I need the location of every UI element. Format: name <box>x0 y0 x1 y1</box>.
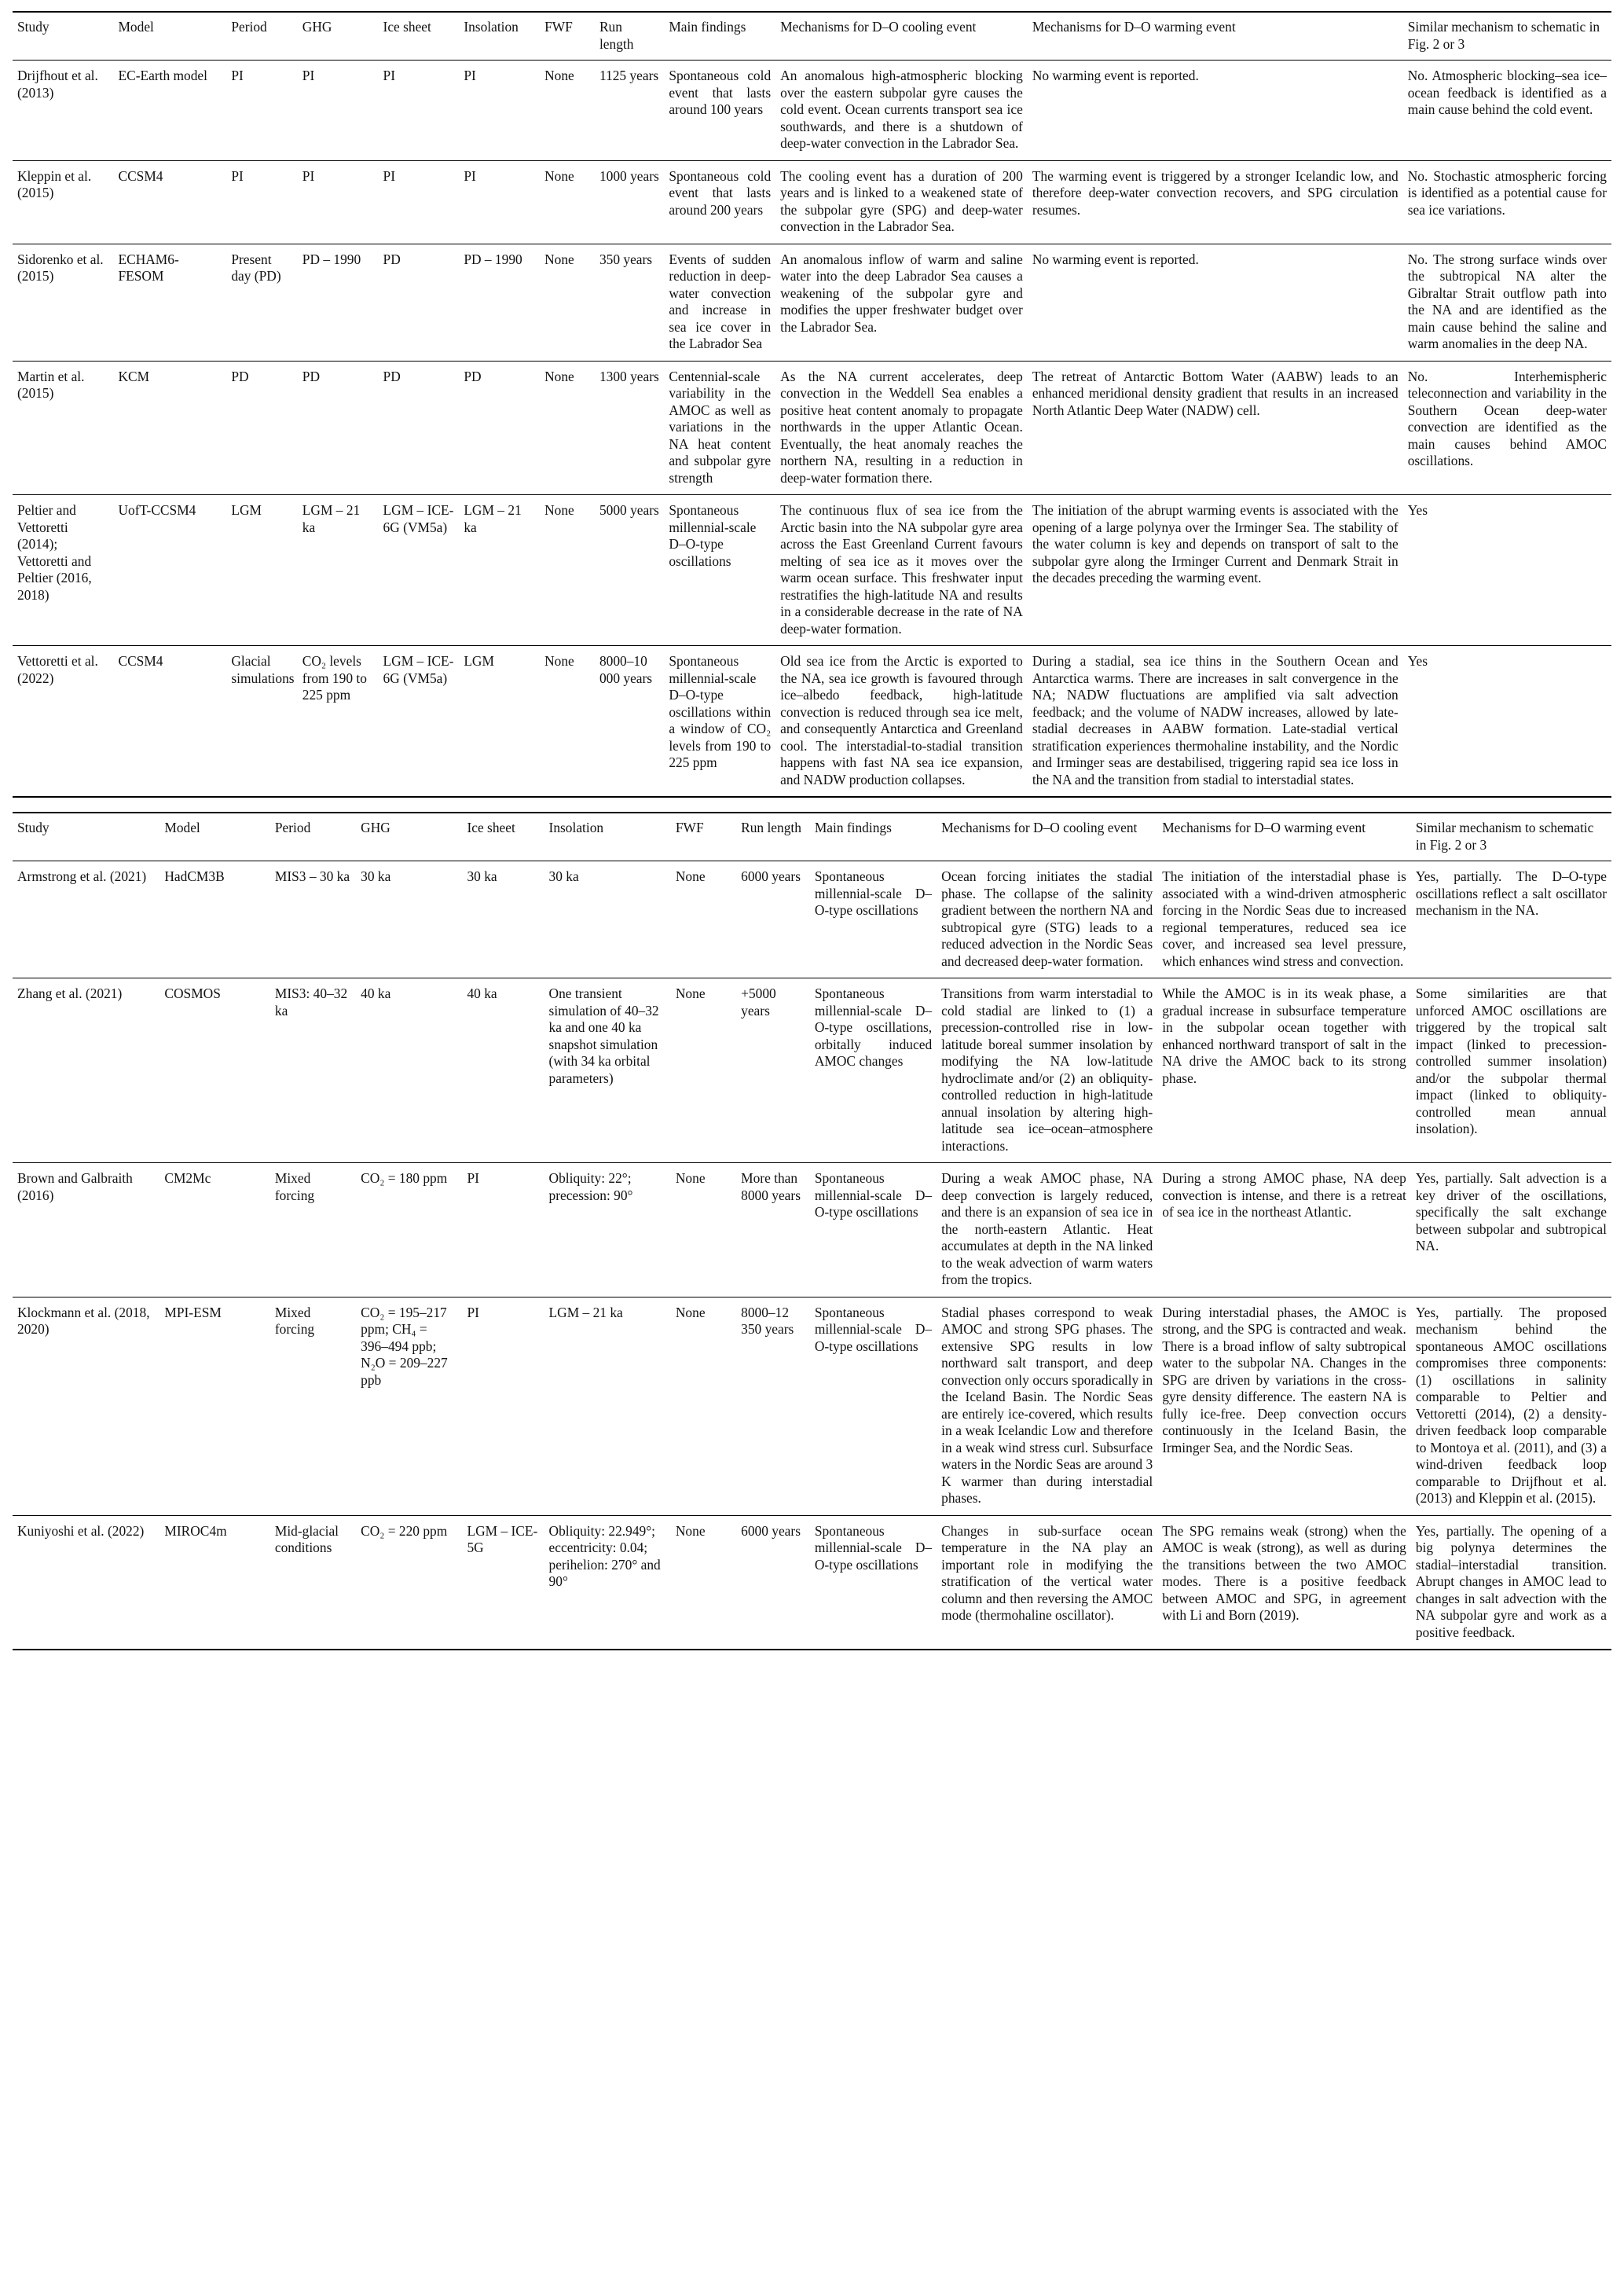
table-cell: PI <box>302 167 315 184</box>
table-cell: 350 years <box>599 251 653 267</box>
table-cell: PI <box>383 68 396 83</box>
table-cell: UofT-CCSM4 <box>118 502 196 518</box>
table-cell: None <box>675 1304 706 1320</box>
column-header: Mechanisms for D–O cooling event <box>780 19 977 35</box>
table-cell: One transient simulation of 40–32 ka and one 40 ka snapshot simulation (with 34 ka orbital parameters) <box>548 986 659 1086</box>
table-cell: 1000 years <box>599 167 659 184</box>
table-cell: Spontaneous millennial-scale D–O-type oscillations within a window of CO₂ levels from 190 to 225 ppm <box>669 653 772 770</box>
column-header: Insolation <box>548 820 604 835</box>
column-header: Ice sheet <box>383 19 431 35</box>
table-cell: None <box>544 251 574 267</box>
table-header <box>13 12 1611 61</box>
table-cell: PD <box>302 368 321 384</box>
table-cell: 1125 years <box>599 68 659 83</box>
table-cell: 8000–12 350 years <box>741 1304 794 1337</box>
table-cell: Glacial simulations <box>231 653 295 686</box>
column-header: GHG <box>302 19 332 35</box>
table-cell: Spontaneous millennial-scale D–O-type oscillations <box>814 1522 933 1573</box>
table-cell: LGM – ICE-6G (VM5a) <box>383 653 454 686</box>
table-cell: Old sea ice from the Arctic is exported to the NA, sea ice growth is favoured through ice–albedo feedback, high-latitude convection is reduced through sea ice melt, and consequently Antarctica and Greenland cool. The interstadial-to-stadial transition happens with fast NA sea ice expansion, and NADW production collapses. <box>780 653 1023 787</box>
table-cell: CO₂ levels from 190 to 225 ppm <box>302 653 367 703</box>
column-header: Insolation <box>464 19 519 35</box>
table-cell: Spontaneous cold event that lasts around 200 years <box>669 167 772 218</box>
table-cell: The continuous flux of sea ice from the Arctic basin into the NA subpolar gyre area across the East Greenland Current favours melting of sea ice as it moves over the warm ocean surface. This freshwater input restratifies the high-latitude NA and results in a considerable decrease in the rate of NA deep-water formation. <box>780 502 1023 637</box>
table-cell: Sidorenko et al. (2015) <box>17 251 104 284</box>
table-cell: Stadial phases correspond to weak AMOC and strong SPG phases. The extensive SPG results in low northward salt transport, and deep convection only occurs sporadically in the Iceland Basin. The Nordic Seas are entirely ice-covered, which results in a weak Icelandic Low and therefore in a weak wind stress curl. Subsurface waters in the Nordic Seas are around 3 K warmer than during interstadial phases. <box>941 1304 1153 1506</box>
table-cell: Centennial-scale variability in the AMOC as well as variations in the NA heat content and subpolar gyre strength <box>669 368 772 486</box>
column-header: Main findings <box>814 820 892 835</box>
table-cell: None <box>675 1170 706 1186</box>
table-cell: Mixed forcing <box>274 1170 315 1203</box>
table-row <box>13 1163 1611 1297</box>
table-cell: LGM – 21 ka <box>548 1304 623 1320</box>
table-cell: EC-Earth model <box>118 68 207 83</box>
table-cell: 30 ka <box>361 868 391 884</box>
table-cell: CCSM4 <box>118 167 163 184</box>
table-cell: CM2Mc <box>164 1170 211 1186</box>
table-part-2 <box>13 812 1611 1650</box>
table-cell: LGM – 21 ka <box>302 502 361 535</box>
table-cell: An anomalous high-atmospheric blocking over the eastern subpolar gyre causes the cold event. Ocean currents transport sea ice southwards, and there is a shutdown of deep-water convection in the Labrador Sea. <box>780 68 1023 151</box>
table-cell: MIS3 – 30 ka <box>274 868 350 884</box>
table-cell: No warming event is reported. <box>1032 251 1199 267</box>
table-cell: CCSM4 <box>118 653 163 669</box>
column-header: Main findings <box>669 19 746 35</box>
table-cell: None <box>675 868 706 884</box>
table-cell: No warming event is reported. <box>1032 68 1199 83</box>
table-cell: Yes <box>1407 502 1428 518</box>
table-cell: 40 ka <box>467 986 497 1001</box>
table-cell: 30 ka <box>467 868 497 884</box>
table-cell: CO₂ = 195–217 ppm; CH₄ = 396–494 ppb; N₂O = 209–227 ppb <box>361 1304 448 1388</box>
table-cell: No. Stochastic atmospheric forcing is identified as a potential cause for sea ice variations. <box>1407 167 1607 218</box>
column-header: Ice sheet <box>467 820 515 835</box>
table-cell: LGM – ICE-6G (VM5a) <box>383 502 454 535</box>
table-cell: MIROC4m <box>164 1522 227 1539</box>
table-cell: While the AMOC is in its weak phase, a gradual increase in subsurface temperature in the subpolar ocean together with enhanced northward transport of salt in the NA drive the AMOC back to its strong phase. <box>1162 986 1406 1086</box>
table-cell: Vettoretti et al. (2022) <box>17 653 98 686</box>
column-header: FWF <box>675 820 704 835</box>
table-cell: Mid-glacial conditions <box>274 1522 339 1555</box>
table-cell: None <box>544 68 574 83</box>
column-header: Study <box>17 820 49 835</box>
table-cell: The warming event is triggered by a stronger Icelandic low, and therefore deep-water convection recovers, and SPG circulation resumes. <box>1032 167 1399 218</box>
table-cell: PD <box>383 368 401 384</box>
table-cell: Kleppin et al. (2015) <box>17 167 92 200</box>
column-header: Run length <box>599 19 634 52</box>
table-cell: LGM <box>231 502 262 518</box>
column-header: FWF <box>544 19 573 35</box>
table-cell: During a stadial, sea ice thins in the Southern Ocean and Antarctica warms. There are increases in salt convergence in the NA; NADW fluctuations are amplified via salt advection feedback; and the volume of NADW increases, allowed by late-stadial decreases in AABW formation. Late-stadial vertical stratification experiences thermohaline instability, and the Nordic and Irminger seas are destabilised, triggering rapid sea ice loss in the NA and the transition from stadial to interstadial states. <box>1032 653 1399 787</box>
table-cell: MPI-ESM <box>164 1304 222 1320</box>
page <box>13 0 1611 1650</box>
table-cell: PD <box>464 368 482 384</box>
table-cell: KCM <box>118 368 150 384</box>
table-cell: PI <box>467 1170 479 1186</box>
table-cell: No. The strong surface winds over the subtropical NA alter the Gibraltar Strait outflow path into the NA and are identified as the main cause behind the saline and warm anomalies in the deep NA. <box>1407 251 1607 351</box>
table-cell: None <box>675 1522 706 1539</box>
table-cell: 8000–10 000 years <box>599 653 653 686</box>
table-cell: Yes, partially. Salt advection is a key driver of the oscillations, specifically the salt exchange between subpolar and subtropical NA. <box>1415 1170 1607 1253</box>
table-cell: 6000 years <box>741 868 801 884</box>
column-header: Mechanisms for D–O cooling event <box>941 820 1138 835</box>
table-cell: None <box>544 167 574 184</box>
table-cell: Obliquity: 22°; precession: 90° <box>548 1170 633 1203</box>
table-cell: 40 ka <box>361 986 391 1001</box>
table-cell: Mixed forcing <box>274 1304 315 1337</box>
table-cell: During interstadial phases, the AMOC is strong, and the SPG is contracted and weak. There is a broad inflow of salty subtropical water to the subpolar NA. Changes in the SPG are driven by variations in the cross-gyre density difference. The eastern NA is fully ice-free. Deep convection occurs continuously in the Iceland Basin, the Irminger Sea, and the Nordic Seas. <box>1162 1304 1406 1455</box>
table-cell: PI <box>464 167 476 184</box>
table-cell: Spontaneous millennial-scale D–O-type oscillations <box>814 1304 933 1354</box>
table-cell: The SPG remains weak (strong) when the AMOC is weak (strong), as well as during the transitions between the two AMOC modes. There is a positive feedback between AMOC and SPG, in agreement with Li and Born (2019). <box>1162 1522 1406 1623</box>
table-cell: Events of sudden reduction in deep-water convection and increase in sea ice cover in the Labrador Sea <box>669 251 772 351</box>
table-cell: The initiation of the interstadial phase is associated with a wind-driven atmospheric forcing in the Nordic Seas due to increased regional temperatures, reduced sea ice cover, and increased sea level pressure, which enhances wind stress and convection. <box>1162 868 1406 969</box>
table-cell: PD – 1990 <box>464 251 522 267</box>
table-cell: None <box>544 368 574 384</box>
table-header <box>13 813 1611 861</box>
table-cell: The retreat of Antarctic Bottom Water (AABW) leads to an enhanced meridional density gradient that results in an increased North Atlantic Deep Water (NADW) cell. <box>1032 368 1399 418</box>
table-row <box>13 244 1611 361</box>
table-cell: Some similarities are that unforced AMOC oscillations are triggered by the tropical salt impact (linked to precession-controlled summer insolation) and/or the subpolar thermal impact (linked to obliquity-controlled mean annual insolation). <box>1415 986 1607 1136</box>
table-row <box>13 61 1611 161</box>
table-cell: No. Interhemispheric teleconnection and variability in the Southern Ocean deep-water convection are identified as the main causes behind AMOC oscillations. <box>1407 368 1607 468</box>
table-cell: Spontaneous millennial-scale D–O-type oscillations <box>814 1170 933 1220</box>
table-cell: Zhang et al. (2021) <box>17 986 123 1001</box>
table-cell: CO₂ = 180 ppm <box>361 1170 448 1186</box>
table-row <box>13 160 1611 244</box>
table-cell: Klockmann et al. (2018, 2020) <box>17 1304 150 1337</box>
table-cell: COSMOS <box>164 986 221 1001</box>
table-cell: 30 ka <box>548 868 579 884</box>
table-cell: PD – 1990 <box>302 251 361 267</box>
table-cell: CO₂ = 220 ppm <box>361 1522 448 1539</box>
table-cell: Yes, partially. The opening of a big polynya determines the stadial–interstadial transition. Abrupt changes in AMOC lead to changes in salt advection with the NA subpolar gyre and work as a positive feedback. <box>1415 1522 1607 1640</box>
table-cell: None <box>675 986 706 1001</box>
table-cell: Yes, partially. The proposed mechanism behind the spontaneous AMOC oscillations compromises three components: (1) oscillations in salinity comparable to Peltier and Vettoretti (2014), (2) a density-driven feedback loop comparable to Montoya et al. (2011), and (3) a wind-driven feedback loop comparable to Drijfhout et al. (2013) and Kleppin et al. (2015). <box>1415 1304 1607 1506</box>
table-cell: Changes in sub-surface ocean temperature in the NA play an important role in modifying the stratification of the vertical water column and then reversing the AMOC mode (thermohaline oscillator). <box>941 1522 1153 1623</box>
column-header: Mechanisms for D–O warming event <box>1032 19 1236 35</box>
table-cell: PI <box>231 167 244 184</box>
table-part-1 <box>13 11 1611 798</box>
column-header: Period <box>231 19 267 35</box>
table-cell: More than 8000 years <box>741 1170 801 1203</box>
table-row <box>13 646 1611 798</box>
table-cell: PI <box>464 68 476 83</box>
table-cell: +5000 years <box>741 986 776 1019</box>
table-cell: PI <box>383 167 396 184</box>
table-cell: LGM <box>464 653 494 669</box>
table-cell: No. Atmospheric blocking–sea ice–ocean feedback is identified as a main cause behind the cold event. <box>1407 68 1607 117</box>
table-cell: Yes <box>1407 653 1428 669</box>
table-row <box>13 1297 1611 1515</box>
table-row <box>13 861 1611 978</box>
table-cell: PD <box>383 251 401 267</box>
table-cell: HadCM3B <box>164 868 225 884</box>
column-header: Similar mechanism to schematic in Fig. 2 or 3 <box>1415 820 1594 853</box>
table-cell: 1300 years <box>599 368 659 384</box>
table-cell: During a strong AMOC phase, NA deep convection is intense, and there is a retreat of sea ice in the northeast Atlantic. <box>1162 1170 1406 1220</box>
table-cell: Drijfhout et al. (2013) <box>17 68 98 101</box>
table-cell: Brown and Galbraith (2016) <box>17 1170 133 1203</box>
table-cell: LGM – 21 ka <box>464 502 522 535</box>
column-header: GHG <box>361 820 390 835</box>
table-cell: PD <box>231 368 249 384</box>
table-cell: Yes, partially. The D–O-type oscillations reflect a salt oscillator mechanism in the NA. <box>1415 868 1607 918</box>
table-cell: PI <box>467 1304 479 1320</box>
table-cell: 5000 years <box>599 502 659 518</box>
column-header: Similar mechanism to schematic in Fig. 2 or 3 <box>1407 19 1600 52</box>
table-cell: LGM – ICE-5G <box>467 1522 538 1555</box>
table-cell: ECHAM6-FESOM <box>118 251 179 284</box>
table-cell: Ocean forcing initiates the stadial phase. The collapse of the salinity gradient between the northern NA and subtropical gyre (STG) leads to a reduced advection in the Nordic Seas and decreased deep-water formation. <box>941 868 1153 969</box>
table-cell: Transitions from warm interstadial to cold stadial are linked to (1) a precession-controlled rise in low-latitude boreal summer insolation by modifying the NA low-latitude hydroclimate and/or (2) an obliquity-controlled reduction in high-latitude annual insolation by altering high-latitude sea ice–ocean–atmosphere interactions. <box>941 986 1153 1154</box>
table-cell: None <box>544 502 574 518</box>
table-row <box>13 1515 1611 1650</box>
table-cell: Spontaneous millennial-scale D–O-type oscillations <box>669 502 757 569</box>
column-header: Model <box>164 820 200 835</box>
table-cell: Spontaneous millennial-scale D–O-type oscillations <box>814 868 933 918</box>
table-row <box>13 361 1611 495</box>
table-cell: Spontaneous cold event that lasts around 100 years <box>669 68 772 117</box>
table-row <box>13 978 1611 1163</box>
table-cell: Peltier and Vettoretti (2014); Vettoretti and Peltier (2016, 2018) <box>17 502 92 603</box>
table-cell: Obliquity: 22.949°; eccentricity: 0.04; perihelion: 270° and 90° <box>548 1522 661 1589</box>
table-cell: As the NA current accelerates, deep convection in the Weddell Sea enables a positive heat content anomaly to propagate northwards in the upper Atlantic Ocean. Eventually, the heat anomaly reaches the northern NA, resulting in a reduction in deep-water formation there. <box>780 368 1023 486</box>
column-header: Mechanisms for D–O warming event <box>1162 820 1366 835</box>
table-row <box>13 495 1611 646</box>
column-header: Model <box>118 19 154 35</box>
table-cell: Kuniyoshi et al. (2022) <box>17 1522 145 1539</box>
table-cell: Present day (PD) <box>231 251 281 284</box>
column-header: Study <box>17 19 49 35</box>
table-cell: PI <box>302 68 315 83</box>
table-cell: Martin et al. (2015) <box>17 368 85 401</box>
table-cell: PI <box>231 68 244 83</box>
column-header: Period <box>274 820 311 835</box>
column-header: Run length <box>741 820 801 835</box>
table-cell: During a weak AMOC phase, NA deep convection is largely reduced, and there is an expansion of sea ice in the north-eastern Atlantic. Heat accumulates at depth in the NA linked to the weak advection of warm waters from the tropics. <box>941 1170 1153 1287</box>
table-cell: MIS3: 40–32 ka <box>274 986 348 1019</box>
table-cell: Armstrong et al. (2021) <box>17 868 147 884</box>
table-cell: The initiation of the abrupt warming events is associated with the opening of a large polynya over the Irminger Sea. The stability of the water column is key and depends on transport of salt to the subpolar gyre along the Irminger Current and Denmark Strait in the decades preceding the warming event. <box>1032 502 1399 585</box>
table-cell: Spontaneous millennial-scale D–O-type oscillations, orbitally induced AMOC changes <box>814 986 933 1069</box>
table-cell: The cooling event has a duration of 200 years and is linked to a weakened state of the subpolar gyre (SPG) and deep-water convection in the Labrador Sea. <box>780 167 1023 234</box>
table-cell: An anomalous inflow of warm and saline water into the deep Labrador Sea causes a weakening of the subpolar gyre and modifies the upper freshwater budget over the Labrador Sea. <box>780 251 1023 335</box>
table-cell: 6000 years <box>741 1522 801 1539</box>
table-cell: None <box>544 653 574 669</box>
